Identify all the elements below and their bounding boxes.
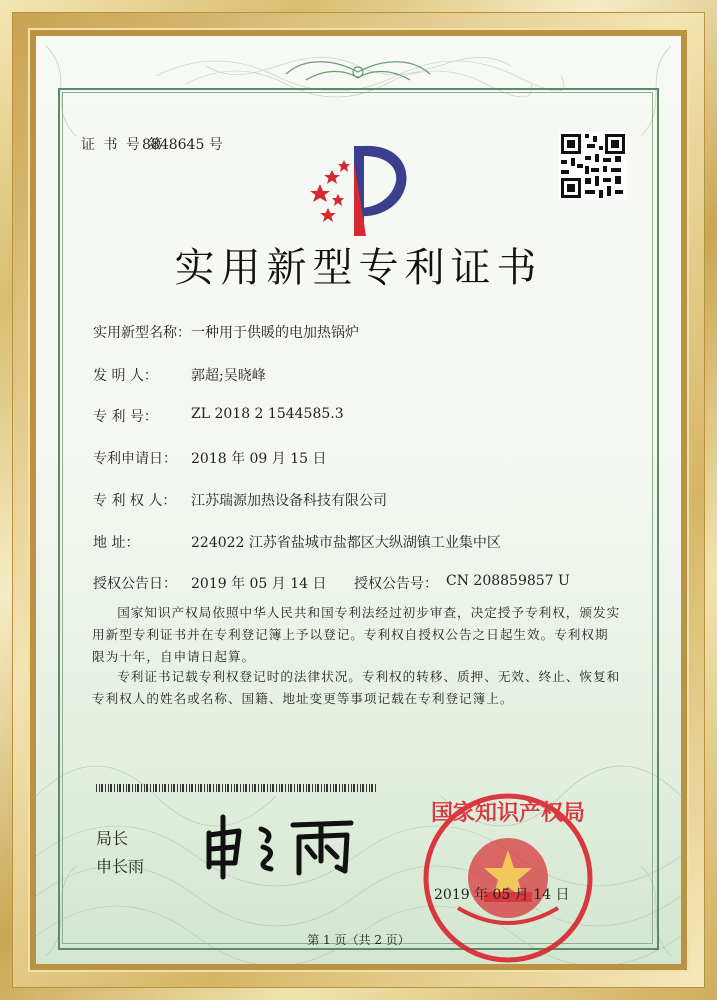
filing-date-label: 专利申请日： <box>93 451 177 467</box>
grant-date-value: 2019 年 05 月 14 日 <box>191 576 327 592</box>
inventor-value: 郭超;吴晓峰 <box>191 368 266 384</box>
signer-title: 局长 <box>96 829 129 848</box>
certificate-paper <box>36 36 681 964</box>
certificate-number-label: 证 书 号 第 <box>81 137 165 153</box>
seal-date: 2019 年 05 月 14 日 <box>434 887 570 903</box>
inventor-label: 发 明 人： <box>93 368 158 384</box>
address-value: 224022 江苏省盐城市盐都区大纵湖镇工业集中区 <box>191 535 501 551</box>
patent-holder-label: 专 利 权 人： <box>93 493 177 509</box>
certificate-title: 实用新型专利证书 <box>174 245 543 291</box>
grant-number-value: CN 208859857 U <box>446 573 570 589</box>
name-value: 一种用于供暖的电加热锅炉 <box>191 325 359 341</box>
certificate-number: 8848645 号 <box>142 137 223 153</box>
grant-number-label: 授权公告号： <box>354 576 438 592</box>
certificate-paragraph-1: 国家知识产权局依照中华人民共和国专利法经过初步审查，决定授予专利权，颁发实用新型专利证书并在专利登记簿上予以登记。专利权自授权公告之日起生效。专利权期限为十年，自申请日起算。 <box>92 605 621 664</box>
certificate-paragraph-2: 专利证书记载专利权登记时的法律状况。专利权的转移、质押、无效、终止、恢复和专利权人的姓名或名称、国籍、地址变更等事项记载在专利登记簿上。 <box>92 669 621 706</box>
name-label: 实用新型名称： <box>93 325 191 341</box>
cnipa-logo-icon <box>306 132 416 242</box>
barcode <box>96 784 376 792</box>
filing-date-value: 2018 年 09 月 15 日 <box>191 451 327 467</box>
qr-code-icon <box>559 132 627 200</box>
signer-name: 申长雨 <box>96 857 145 876</box>
patent-holder-value: 江苏瑞源加热设备科技有限公司 <box>191 493 387 509</box>
address-label: 地 址： <box>93 535 140 551</box>
page-number: 第 1 页（共 2 页） <box>307 933 410 947</box>
grant-date-label: 授权公告日： <box>93 576 177 592</box>
patent-number-label: 专 利 号： <box>93 409 158 425</box>
seal-text-top: 国家知识产权局 <box>430 801 586 826</box>
signature <box>201 811 371 881</box>
patent-number-value: ZL 2018 2 1544585.3 <box>191 406 344 422</box>
